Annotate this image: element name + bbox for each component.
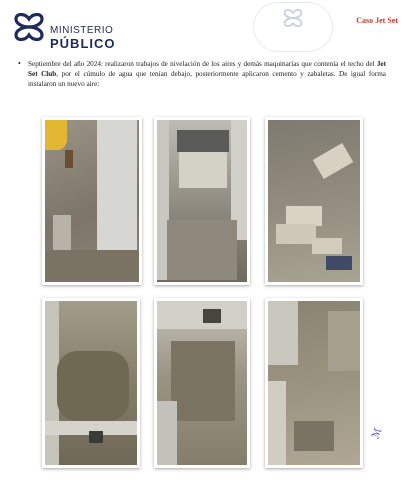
photo-1 xyxy=(42,117,142,285)
paragraph-text-bold: Jet Set Club xyxy=(28,60,386,79)
photo-2 xyxy=(154,117,250,285)
watermark-stamp xyxy=(253,2,333,52)
photo-6 xyxy=(265,298,363,468)
stamp-knot-icon xyxy=(282,7,304,29)
photo-4 xyxy=(42,298,140,468)
photo-5 xyxy=(154,298,250,468)
description-paragraph xyxy=(18,59,386,90)
handwritten-signature: ℳ xyxy=(370,426,385,441)
ministerio-publico-logo xyxy=(12,10,162,50)
logo-line2: PÚBLICO xyxy=(50,36,116,51)
logo-knot-icon xyxy=(12,10,46,44)
paragraph-text-post: , por el cúmulo de agua que tenían debajo, posteriormente aplicaron cemento y zabaletas. De igual forma instalaron un nuevo aire: xyxy=(28,70,386,89)
logo-line1: MINISTERIO xyxy=(50,25,114,36)
photo-3 xyxy=(265,117,363,285)
bullet-icon: • xyxy=(18,59,21,68)
paragraph-text-pre: Septiembre del año 2024: realizaron trabajos de nivelación de los aires y demás maquinarias que contenía el techo del xyxy=(28,60,377,68)
case-label: Caso Jet Set xyxy=(356,16,398,25)
